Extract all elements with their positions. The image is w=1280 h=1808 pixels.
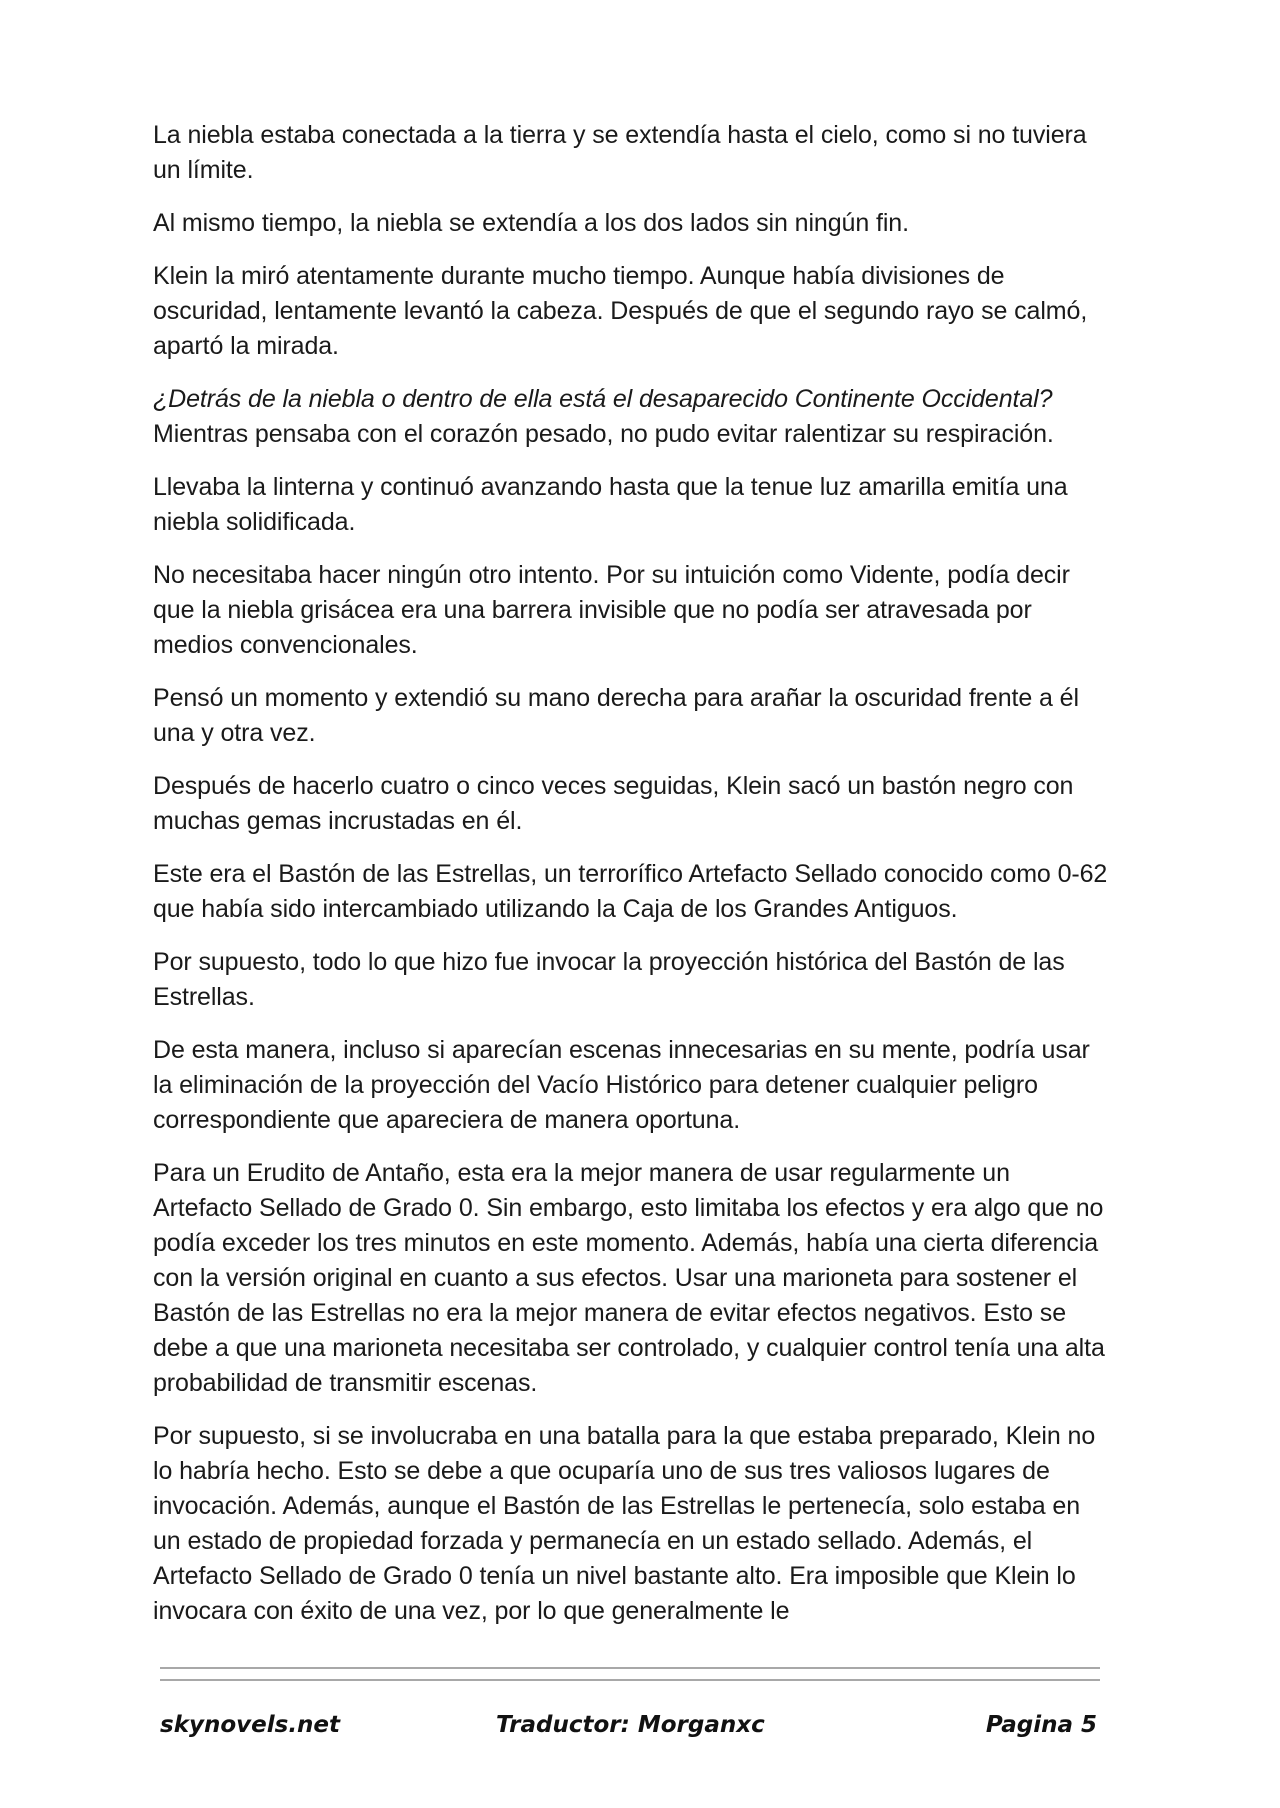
document-body	[153, 118, 1108, 1647]
paragraph-6: No necesitaba hacer ningún otro intento. Por su intuición como Vidente, podía decir que la niebla grisácea era una barrera invisible que no podía ser atravesada por medios convencionales.	[153, 561, 1070, 659]
footer-divider-top	[160, 1667, 1100, 1669]
paragraph-7: Pensó un momento y extendió su mano derecha para arañar la oscuridad frente a él una y otra vez.	[153, 684, 1079, 747]
paragraph-4-thought: ¿Detrás de la niebla o dentro de ella está el desaparecido Continente Occidental?	[153, 385, 1053, 413]
footer-page-number: Pagina 5	[985, 1712, 1097, 1738]
paragraph-1: La niebla estaba conectada a la tierra y se extendía hasta el cielo, como si no tuviera un límite.	[153, 121, 1087, 184]
paragraph-9: Este era el Bastón de las Estrellas, un terrorífico Artefacto Sellado conocido como 0-62 que había sido intercambiado utilizando la Caja de los Grandes Antiguos.	[153, 860, 1108, 923]
paragraph-8: Después de hacerlo cuatro o cinco veces seguidas, Klein sacó un bastón negro con muchas gemas incrustadas en él.	[153, 772, 1074, 835]
footer-divider-bottom	[160, 1679, 1100, 1681]
footer-site: skynovels.net	[160, 1712, 341, 1738]
paragraph-12: Para un Erudito de Antaño, esta era la mejor manera de usar regularmente un Artefacto Sellado de Grado 0. Sin embargo, esto limitaba los efectos y era algo que no podía exceder los tres minutos en este momento. Además, había una cierta diferencia con la versión original en cuanto a sus efectos. Usar una marioneta para sostener el Bastón de las Estrellas no era la mejor manera de evitar efectos negativos. Esto se debe a que una marioneta necesitaba ser controlado, y cualquier control tenía una alta probabilidad de transmitir escenas.	[153, 1159, 1105, 1397]
paragraph-11: De esta manera, incluso si aparecían escenas innecesarias en su mente, podría usar la eliminación de la proyección del Vacío Histórico para detener cualquier peligro correspondiente que apareciera de manera oportuna.	[153, 1036, 1090, 1134]
paragraph-4	[153, 382, 1108, 452]
paragraph-5: Llevaba la linterna y continuó avanzando hasta que la tenue luz amarilla emitía una niebla solidificada.	[153, 473, 1068, 536]
paragraph-13: Por supuesto, si se involucraba en una batalla para la que estaba preparado, Klein no lo habría hecho. Esto se debe a que ocuparía uno de sus tres valiosos lugares de invocación. Además, aunque el Bastón de las Estrellas le pertenecía, solo estaba en un estado de propiedad forzada y permanecía en un estado sellado. Además, el Artefacto Sellado de Grado 0 tenía un nivel bastante alto. Era imposible que Klein lo invocara con éxito de una vez, por lo que generalmente le	[153, 1422, 1096, 1625]
paragraph-2: Al mismo tiempo, la niebla se extendía a los dos lados sin ningún fin.	[153, 209, 909, 237]
paragraph-3: Klein la miró atentamente durante mucho tiempo. Aunque había divisiones de oscuridad, lentamente levantó la cabeza. Después de que el segundo rayo se calmó, apartó la mirada.	[153, 262, 1088, 360]
paragraph-4-text: Mientras pensaba con el corazón pesado, no pudo evitar ralentizar su respiración.	[153, 420, 1054, 448]
paragraph-10: Por supuesto, todo lo que hizo fue invocar la proyección histórica del Bastón de las Estrellas.	[153, 948, 1065, 1011]
footer-translator: Traductor: Morganxc	[496, 1712, 765, 1738]
